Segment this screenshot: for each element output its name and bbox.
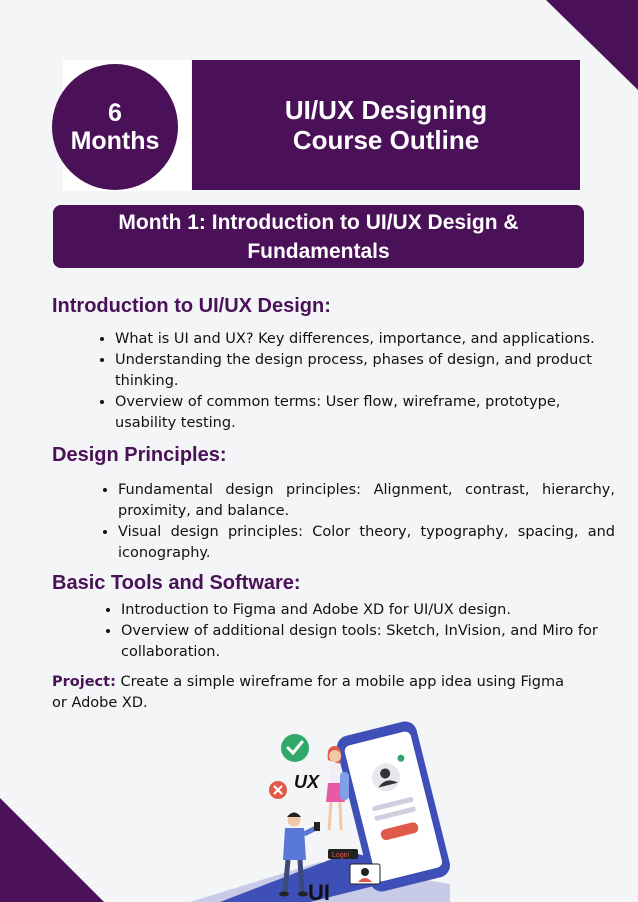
ux-label: UX — [294, 772, 320, 792]
login-label: Login — [332, 852, 350, 859]
list-item: • Fundamental design principles: Alignment, contrast, hierarchy, proximity, and balance. — [118, 480, 615, 522]
intro-bullet-list — [97, 329, 620, 434]
title-line-1: UI/UX Designing — [284, 95, 488, 125]
tools-bullet-list — [103, 600, 631, 663]
corner-decoration-bottom-left — [0, 798, 104, 902]
section-heading-intro: Introduction to UI/UX Design: — [52, 295, 331, 317]
project-description — [52, 672, 582, 714]
ui-ux-illustration — [190, 712, 450, 902]
cross-icon — [269, 781, 287, 799]
list-item: • What is UI and UX? Key differences, importance, and applications. — [115, 329, 620, 350]
month-banner-line-1: Month 1: Introduction to UI/UX Design & — [118, 210, 519, 234]
list-item: • Visual design principles: Color theory, typography, spacing, and iconography. — [118, 522, 615, 564]
badge-number: 6 — [108, 99, 122, 127]
section-heading-principles: Design Principles: — [52, 444, 227, 466]
month-banner-line-2: Fundamentals — [247, 239, 390, 263]
project-label: Project: — [52, 674, 116, 690]
user-avatar-icon — [350, 864, 380, 884]
duration-badge — [52, 64, 178, 190]
list-item: • Introduction to Figma and Adobe XD for UI/UX design. — [121, 600, 631, 621]
list-item: • Understanding the design process, phases of design, and product thinking. — [115, 350, 620, 392]
page-title — [192, 60, 580, 190]
list-item: • Overview of additional design tools: Sketch, InVision, and Miro for collaboration. — [121, 621, 631, 663]
project-text: Create a simple wireframe for a mobile app idea using Figma or Adobe XD. — [52, 674, 564, 711]
login-card-icon — [328, 849, 358, 859]
badge-unit: Months — [70, 127, 160, 155]
list-item: • Overview of common terms: User flow, wireframe, prototype, usability testing. — [115, 392, 620, 434]
title-line-2: Course Outline — [292, 125, 480, 155]
ui-label: UI — [308, 880, 330, 902]
check-icon — [281, 734, 309, 762]
month-banner — [53, 205, 584, 268]
principles-bullet-list — [100, 480, 615, 564]
section-heading-tools: Basic Tools and Software: — [52, 572, 301, 594]
